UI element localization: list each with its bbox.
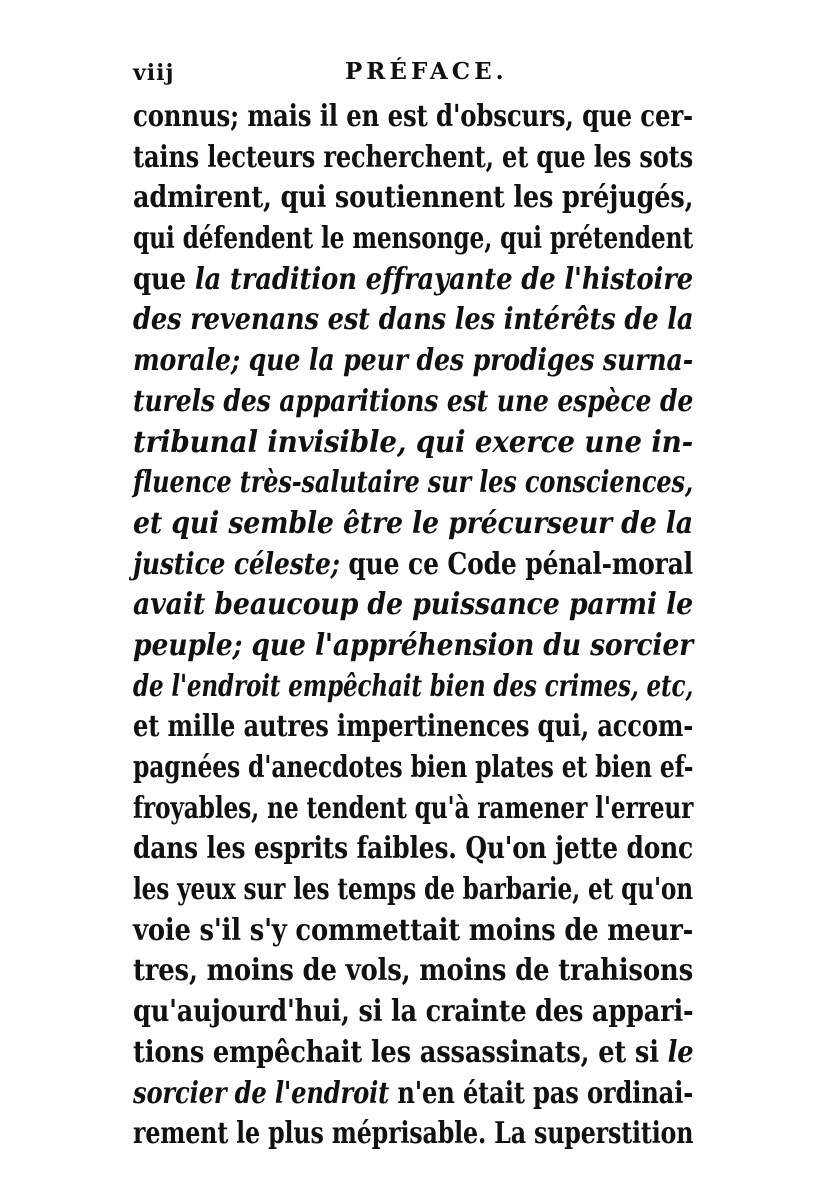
text-run: tres, moins de vols, moins de trahisons (133, 952, 693, 988)
page-header (133, 52, 693, 92)
text-run: rement le plus méprisable. La superstition (133, 1115, 694, 1151)
italic-text-run: de l'endroit empêchait bien des crimes, etc, (133, 667, 694, 703)
text-run: que ce Code pénal-moral (348, 545, 693, 581)
text-run: pagnées d'anecdotes bien plates et bien ef- (133, 749, 694, 784)
page-number: viij (133, 60, 175, 86)
text-line (133, 503, 693, 544)
text-run: connus; mais il en est d'obscurs, que cer- (133, 98, 694, 133)
text-line (133, 869, 693, 910)
text-run: qu'aujourd'hui, si la crainte des appari- (133, 993, 694, 1029)
text-line (133, 381, 693, 422)
text-line (133, 950, 693, 991)
text-run: que (133, 260, 195, 296)
italic-text-run: le (667, 1033, 694, 1069)
italic-text-run: peuple; que l'appréhension du sorcier (133, 626, 693, 662)
text-line (133, 299, 693, 340)
text-line (133, 747, 693, 788)
italic-text-run: turels des apparitions est une espèce de (133, 382, 694, 418)
body-text (133, 96, 693, 1154)
italic-text-run: et qui semble être le précurseur de la (133, 504, 694, 540)
text-line (133, 666, 693, 707)
text-line (133, 96, 693, 137)
italic-text-run: avait beaucoup de puissance parmi le (133, 586, 694, 622)
text-line (133, 706, 693, 747)
text-line (133, 259, 693, 300)
italic-text-run: la tradition effrayante de l'histoire (194, 260, 694, 296)
text-run: et mille autres impertinences qui, accom- (133, 708, 694, 744)
text-line (133, 788, 693, 829)
text-line (133, 1113, 693, 1154)
text-run: n'en était pas ordinai- (389, 1074, 694, 1110)
text-line (133, 422, 693, 463)
text-line (133, 910, 693, 951)
italic-text-run: justice céleste; (133, 545, 349, 581)
text-run: voie s'il s'y commettait moins de meur- (133, 911, 694, 947)
italic-text-run: morale; que la peur des prodiges surna- (133, 342, 694, 378)
text-line (133, 177, 693, 218)
text-line (133, 828, 693, 869)
italic-text-run: fluence très-salutaire sur les consciences, (133, 464, 694, 500)
text-run: dans les esprits faibles. Qu'on jette donc (133, 830, 694, 866)
text-line (133, 991, 693, 1032)
italic-text-run: sorcier de l'endroit (133, 1074, 390, 1110)
text-run: qui défendent le mensonge, qui prétendent (133, 220, 693, 256)
text-line (133, 462, 693, 503)
text-run: les yeux sur les temps de barbarie, et qu'on (133, 871, 693, 907)
text-line (133, 1032, 693, 1073)
text-line (133, 137, 693, 178)
text-run: tions empêchait les assassinats, et si (133, 1033, 668, 1069)
text-line (133, 544, 693, 585)
text-run: admirent, qui soutiennent les préjugés, (133, 179, 694, 215)
text-run: tains lecteurs recherchent, et que les sots (133, 138, 693, 174)
text-line (133, 625, 693, 666)
italic-text-run: des revenans est dans les intérêts de la (133, 301, 694, 337)
running-head: PRÉFACE. (345, 58, 508, 85)
text-line (133, 1073, 693, 1114)
text-line (133, 584, 693, 625)
text-line (133, 340, 693, 381)
text-line (133, 218, 693, 259)
italic-text-run: tribunal invisible, qui exerce une in- (133, 423, 694, 459)
text-run: froyables, ne tendent qu'à ramener l'erreur (133, 789, 694, 825)
